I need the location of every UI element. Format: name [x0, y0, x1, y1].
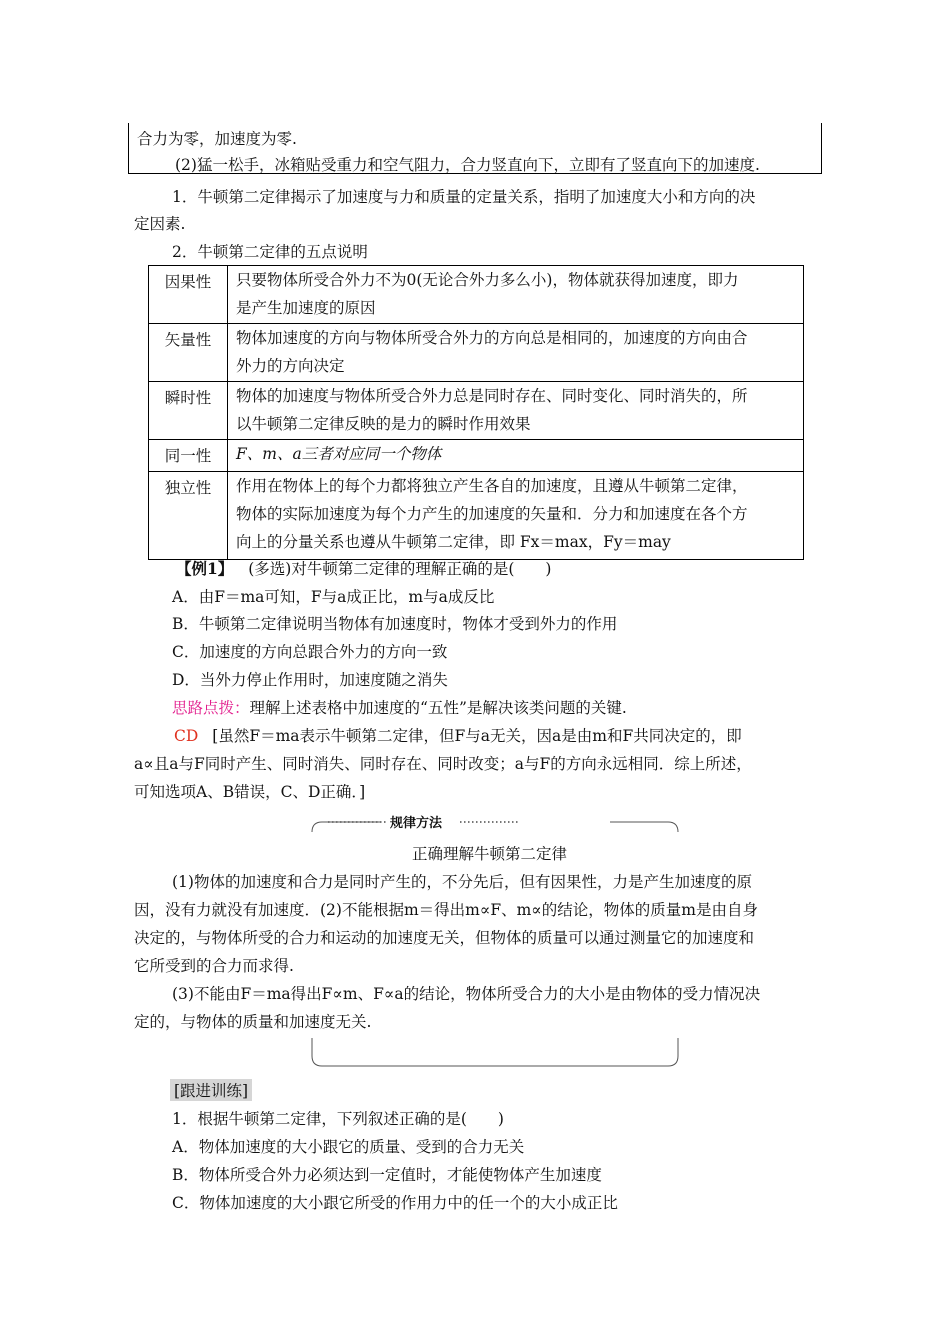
table-value: F、m、a三者对应同一个物体	[228, 440, 804, 472]
table-key: 矢量性	[149, 324, 228, 382]
hint-text: 理解上述表格中加速度的“五性”是解决该类问题的关键.	[249, 699, 627, 717]
table-row	[149, 472, 804, 560]
table-value: 物体加速度的方向与物体所受合外力的方向总是相同的，加速度的方向由合 外力的方向决定	[228, 324, 804, 382]
table-key: 同一性	[149, 440, 228, 472]
point-2-heading: 2．牛顿第二定律的五点说明	[172, 243, 368, 261]
practice-option-b: B．物体所受合外力必须达到一定值时，才能使物体产生加速度	[172, 1166, 602, 1184]
box-line-2: (2)猛一松手，冰箱贴受重力和空气阻力，合力竖直向下，立即有了竖直向下的加速度.	[175, 156, 760, 174]
table-row	[149, 440, 804, 472]
table-key: 因果性	[149, 266, 228, 324]
practice-question: 1．根据牛顿第二定律，下列叙述正确的是( )	[172, 1110, 504, 1128]
explain-line-3: 可知选项A、B错误，C、D正确．]	[134, 783, 366, 801]
hint	[172, 696, 627, 718]
example-stem: (多选)对牛顿第二定律的理解正确的是( )	[248, 560, 552, 578]
method-para1-line2: 因，没有力就没有加速度．(2)不能根据m＝得出m∝F、m∝的结论，物体的质量m是由自身	[134, 901, 758, 919]
method-banner: 规律方法	[390, 815, 443, 830]
practice-option-a: A．物体加速度的大小跟它的质量、受到的合力无关	[172, 1138, 525, 1156]
option-d: D．当外力停止作用时，加速度随之消失	[172, 671, 448, 689]
table-value: 物体的加速度与物体所受合外力总是同时存在、同时变化、同时消失的，所 以牛顿第二定律反映的是力的瞬时作用效果	[228, 382, 804, 440]
option-a: A．由F＝ma可知，F与a成正比，m与a成反比	[172, 588, 495, 606]
table-key: 瞬时性	[149, 382, 228, 440]
method-para1-line3: 决定的，与物体所受的合力和运动的加速度无关，但物体的质量可以通过测量它的加速度和	[134, 929, 755, 947]
hint-label: 思路点拨：	[172, 699, 250, 717]
option-b: B．牛顿第二定律说明当物体有加速度时，物体才受到外力的作用	[172, 615, 618, 633]
table-value: 只要物体所受合外力不为0(无论合外力多么小)，物体就获得加速度，即力 是产生加速度的原因	[228, 266, 804, 324]
practice-option-c: C．物体加速度的大小跟它所受的作用力中的任一个的大小成正比	[172, 1194, 618, 1212]
point-1-line-1: 1．牛顿第二定律揭示了加速度与力和质量的定量关系，指明了加速度大小和方向的决	[172, 188, 756, 206]
table-row	[149, 324, 804, 382]
five-properties-table	[148, 265, 804, 560]
answer-letters: CD	[174, 727, 199, 745]
explain-line-2: a∝且a与F同时产生、同时消失、同时存在、同时改变；a与F的方向永远相同．综上所述，	[134, 755, 752, 773]
table-key: 独立性	[149, 472, 228, 560]
explain-line-1: [虽然F＝ma表示牛顿第二定律，但F与a无关，因a是由m和F共同决定的，即	[212, 727, 742, 745]
method-para1-line1: (1)物体的加速度和合力是同时产生的，不分先后，但有因果性，力是产生加速度的原	[172, 873, 752, 891]
method-para1-line4: 它所受到的合力而求得.	[134, 957, 294, 975]
method-frame-top	[310, 812, 680, 834]
option-c: C．加速度的方向总跟合外力的方向一致	[172, 643, 448, 661]
example-label: 【例1】	[176, 559, 234, 578]
table-row	[149, 382, 804, 440]
example-header	[176, 557, 551, 579]
method-title: 正确理解牛顿第二定律	[412, 845, 568, 863]
practice-label: [跟进训练]	[170, 1079, 252, 1101]
table-value: 作用在物体上的每个力都将独立产生各自的加速度，且遵从牛顿第二定律， 物体的实际加速度为每个力产生的加速度的矢量和．分力和加速度在各个方 向上的分量关系也遵从牛顿第二定律，即 Fx＝max，Fy＝may	[228, 472, 804, 560]
continued-answer-box	[128, 123, 822, 174]
method-para2-line1: (3)不能由F＝ma得出F∝m、F∝a的结论，物体所受合力的大小是由物体的受力情况决	[172, 985, 761, 1003]
method-para2-line2: 定的，与物体的质量和加速度无关.	[134, 1013, 372, 1031]
answer-line-1	[174, 724, 742, 746]
point-1-line-2: 定因素.	[134, 215, 186, 233]
method-frame-bottom	[310, 1036, 680, 1068]
box-line-1: 合力为零，加速度为零.	[137, 130, 297, 148]
table-row	[149, 266, 804, 324]
